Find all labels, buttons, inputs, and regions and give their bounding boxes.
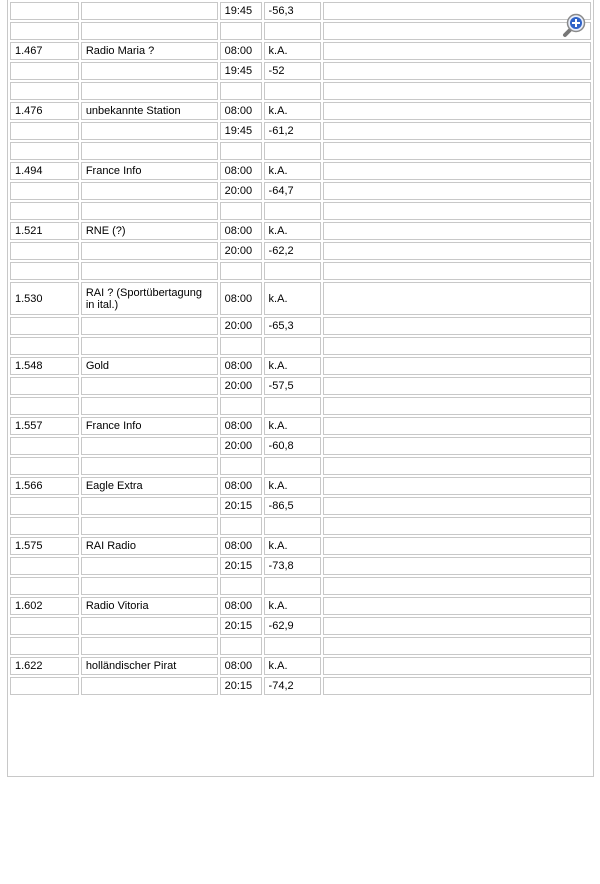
level-cell: k.A. xyxy=(264,282,322,315)
note-cell xyxy=(323,2,591,20)
station-cell: France Info xyxy=(81,162,218,180)
level-cell xyxy=(264,457,322,475)
frequency-cell xyxy=(10,557,79,575)
level-cell: k.A. xyxy=(264,102,322,120)
note-cell xyxy=(323,617,591,635)
table-row xyxy=(10,102,591,120)
frequency-cell: 1.557 xyxy=(10,417,79,435)
note-cell xyxy=(323,62,591,80)
note-cell xyxy=(323,337,591,355)
table-row xyxy=(10,282,591,315)
frequency-cell xyxy=(10,242,79,260)
time-cell: 08:00 xyxy=(220,102,262,120)
time-cell: 08:00 xyxy=(220,42,262,60)
level-cell: -73,8 xyxy=(264,557,322,575)
frequency-cell: 1.494 xyxy=(10,162,79,180)
level-cell xyxy=(264,82,322,100)
station-cell xyxy=(81,637,218,655)
spacer-row xyxy=(10,337,591,355)
station-cell: unbekannte Station xyxy=(81,102,218,120)
level-cell: k.A. xyxy=(264,597,322,615)
time-cell: 20:00 xyxy=(220,317,262,335)
time-cell xyxy=(220,577,262,595)
table-row xyxy=(10,222,591,240)
station-cell xyxy=(81,337,218,355)
time-cell: 20:00 xyxy=(220,242,262,260)
spacer-row xyxy=(10,82,591,100)
note-cell xyxy=(323,537,591,555)
level-cell: k.A. xyxy=(264,657,322,675)
level-cell: -61,2 xyxy=(264,122,322,140)
table-row xyxy=(10,677,591,695)
frequency-cell xyxy=(10,577,79,595)
spacer-row xyxy=(10,577,591,595)
station-cell xyxy=(81,82,218,100)
frequency-cell xyxy=(10,122,79,140)
level-cell xyxy=(264,637,322,655)
station-cell: RAI ? (Sportübertagung in ital.) xyxy=(81,282,218,315)
level-cell: -60,8 xyxy=(264,437,322,455)
level-cell: -62,9 xyxy=(264,617,322,635)
time-cell xyxy=(220,637,262,655)
table-row xyxy=(10,437,591,455)
frequency-cell: 1.467 xyxy=(10,42,79,60)
frequency-cell xyxy=(10,617,79,635)
time-cell: 20:15 xyxy=(220,677,262,695)
time-cell: 19:45 xyxy=(220,122,262,140)
frequency-cell xyxy=(10,437,79,455)
station-cell xyxy=(81,577,218,595)
frequency-cell xyxy=(10,457,79,475)
frequency-cell: 1.530 xyxy=(10,282,79,315)
note-cell xyxy=(323,577,591,595)
zoom-in-icon[interactable] xyxy=(562,12,588,38)
note-cell xyxy=(323,142,591,160)
table-row xyxy=(10,657,591,675)
level-cell xyxy=(264,337,322,355)
note-cell xyxy=(323,557,591,575)
frequency-cell xyxy=(10,497,79,515)
station-cell xyxy=(81,677,218,695)
station-cell xyxy=(81,457,218,475)
time-cell: 08:00 xyxy=(220,537,262,555)
note-cell xyxy=(323,162,591,180)
level-cell: -86,5 xyxy=(264,497,322,515)
frequency-cell xyxy=(10,397,79,415)
table-row xyxy=(10,242,591,260)
reception-log-body xyxy=(10,2,591,695)
spacer-row xyxy=(10,457,591,475)
time-cell: 20:15 xyxy=(220,497,262,515)
station-cell xyxy=(81,242,218,260)
frequency-cell xyxy=(10,2,79,20)
station-cell xyxy=(81,62,218,80)
note-cell xyxy=(323,417,591,435)
time-cell xyxy=(220,397,262,415)
note-cell xyxy=(323,82,591,100)
note-cell xyxy=(323,262,591,280)
station-cell: holländischer Pirat xyxy=(81,657,218,675)
time-cell xyxy=(220,142,262,160)
note-cell xyxy=(323,377,591,395)
spacer-row xyxy=(10,142,591,160)
spacer-row xyxy=(10,637,591,655)
table-row xyxy=(10,537,591,555)
note-cell xyxy=(323,497,591,515)
station-cell: Eagle Extra xyxy=(81,477,218,495)
station-cell xyxy=(81,317,218,335)
level-cell xyxy=(264,397,322,415)
level-cell xyxy=(264,202,322,220)
time-cell: 20:00 xyxy=(220,437,262,455)
station-cell: France Info xyxy=(81,417,218,435)
station-cell xyxy=(81,2,218,20)
frequency-cell xyxy=(10,82,79,100)
level-cell: -56,3 xyxy=(264,2,322,20)
frequency-cell xyxy=(10,377,79,395)
level-cell: k.A. xyxy=(264,477,322,495)
time-cell: 08:00 xyxy=(220,162,262,180)
time-cell: 08:00 xyxy=(220,477,262,495)
station-cell: Radio Vitoria xyxy=(81,597,218,615)
level-cell: -57,5 xyxy=(264,377,322,395)
time-cell xyxy=(220,337,262,355)
level-cell: -64,7 xyxy=(264,182,322,200)
frequency-cell: 1.575 xyxy=(10,537,79,555)
frequency-cell xyxy=(10,337,79,355)
frequency-cell xyxy=(10,637,79,655)
table-row xyxy=(10,477,591,495)
time-cell: 20:00 xyxy=(220,377,262,395)
level-cell: -74,2 xyxy=(264,677,322,695)
table-row xyxy=(10,417,591,435)
frequency-cell xyxy=(10,317,79,335)
station-cell xyxy=(81,22,218,40)
level-cell xyxy=(264,517,322,535)
time-cell: 08:00 xyxy=(220,357,262,375)
frequency-cell xyxy=(10,517,79,535)
table-row xyxy=(10,122,591,140)
level-cell: k.A. xyxy=(264,537,322,555)
table-row xyxy=(10,377,591,395)
note-cell xyxy=(323,42,591,60)
level-cell xyxy=(264,577,322,595)
table-row xyxy=(10,557,591,575)
table-row xyxy=(10,617,591,635)
frequency-cell xyxy=(10,62,79,80)
note-cell xyxy=(323,202,591,220)
level-cell: k.A. xyxy=(264,162,322,180)
time-cell: 08:00 xyxy=(220,222,262,240)
frequency-cell xyxy=(10,202,79,220)
reception-log-table xyxy=(8,0,593,697)
station-cell xyxy=(81,557,218,575)
note-cell xyxy=(323,222,591,240)
level-cell: k.A. xyxy=(264,42,322,60)
station-cell xyxy=(81,122,218,140)
time-cell: 19:45 xyxy=(220,2,262,20)
spacer-row xyxy=(10,517,591,535)
spacer-row xyxy=(10,22,591,40)
time-cell: 08:00 xyxy=(220,282,262,315)
table-row xyxy=(10,357,591,375)
note-cell xyxy=(323,597,591,615)
time-cell: 19:45 xyxy=(220,62,262,80)
note-cell xyxy=(323,517,591,535)
table-row xyxy=(10,2,591,20)
station-cell: Radio Maria ? xyxy=(81,42,218,60)
frequency-cell xyxy=(10,677,79,695)
note-cell xyxy=(323,397,591,415)
frequency-cell: 1.548 xyxy=(10,357,79,375)
frequency-cell xyxy=(10,182,79,200)
level-cell xyxy=(264,142,322,160)
station-cell xyxy=(81,397,218,415)
station-cell xyxy=(81,262,218,280)
log-table-frame xyxy=(7,0,594,777)
table-row xyxy=(10,42,591,60)
frequency-cell xyxy=(10,262,79,280)
station-cell: Gold xyxy=(81,357,218,375)
time-cell xyxy=(220,82,262,100)
table-row xyxy=(10,162,591,180)
table-row xyxy=(10,497,591,515)
spacer-row xyxy=(10,397,591,415)
frequency-cell: 1.566 xyxy=(10,477,79,495)
station-cell xyxy=(81,497,218,515)
frequency-cell: 1.521 xyxy=(10,222,79,240)
level-cell: -62,2 xyxy=(264,242,322,260)
time-cell: 08:00 xyxy=(220,597,262,615)
station-cell: RNE (?) xyxy=(81,222,218,240)
station-cell xyxy=(81,377,218,395)
time-cell: 20:15 xyxy=(220,557,262,575)
note-cell xyxy=(323,677,591,695)
level-cell xyxy=(264,262,322,280)
table-row xyxy=(10,62,591,80)
time-cell xyxy=(220,262,262,280)
level-cell: k.A. xyxy=(264,222,322,240)
note-cell xyxy=(323,122,591,140)
time-cell xyxy=(220,22,262,40)
frequency-cell xyxy=(10,22,79,40)
note-cell xyxy=(323,457,591,475)
level-cell: k.A. xyxy=(264,357,322,375)
spacer-row xyxy=(10,262,591,280)
frequency-cell: 1.602 xyxy=(10,597,79,615)
time-cell: 20:15 xyxy=(220,617,262,635)
time-cell: 08:00 xyxy=(220,417,262,435)
note-cell xyxy=(323,637,591,655)
note-cell xyxy=(323,282,591,315)
table-row xyxy=(10,317,591,335)
zoom-in-icon-graphic xyxy=(562,12,588,38)
station-cell xyxy=(81,202,218,220)
station-cell xyxy=(81,517,218,535)
station-cell xyxy=(81,142,218,160)
time-cell xyxy=(220,457,262,475)
level-cell: -65,3 xyxy=(264,317,322,335)
frequency-cell xyxy=(10,142,79,160)
note-cell xyxy=(323,242,591,260)
note-cell xyxy=(323,477,591,495)
time-cell xyxy=(220,202,262,220)
note-cell xyxy=(323,437,591,455)
station-cell xyxy=(81,617,218,635)
level-cell xyxy=(264,22,322,40)
note-cell xyxy=(323,22,591,40)
note-cell xyxy=(323,182,591,200)
table-row xyxy=(10,182,591,200)
time-cell: 08:00 xyxy=(220,657,262,675)
spacer-row xyxy=(10,202,591,220)
note-cell xyxy=(323,657,591,675)
frequency-cell: 1.476 xyxy=(10,102,79,120)
station-cell xyxy=(81,437,218,455)
station-cell: RAI Radio xyxy=(81,537,218,555)
time-cell xyxy=(220,517,262,535)
time-cell: 20:00 xyxy=(220,182,262,200)
level-cell: -52 xyxy=(264,62,322,80)
note-cell xyxy=(323,102,591,120)
note-cell xyxy=(323,357,591,375)
table-row xyxy=(10,597,591,615)
level-cell: k.A. xyxy=(264,417,322,435)
station-cell xyxy=(81,182,218,200)
frequency-cell: 1.622 xyxy=(10,657,79,675)
note-cell xyxy=(323,317,591,335)
